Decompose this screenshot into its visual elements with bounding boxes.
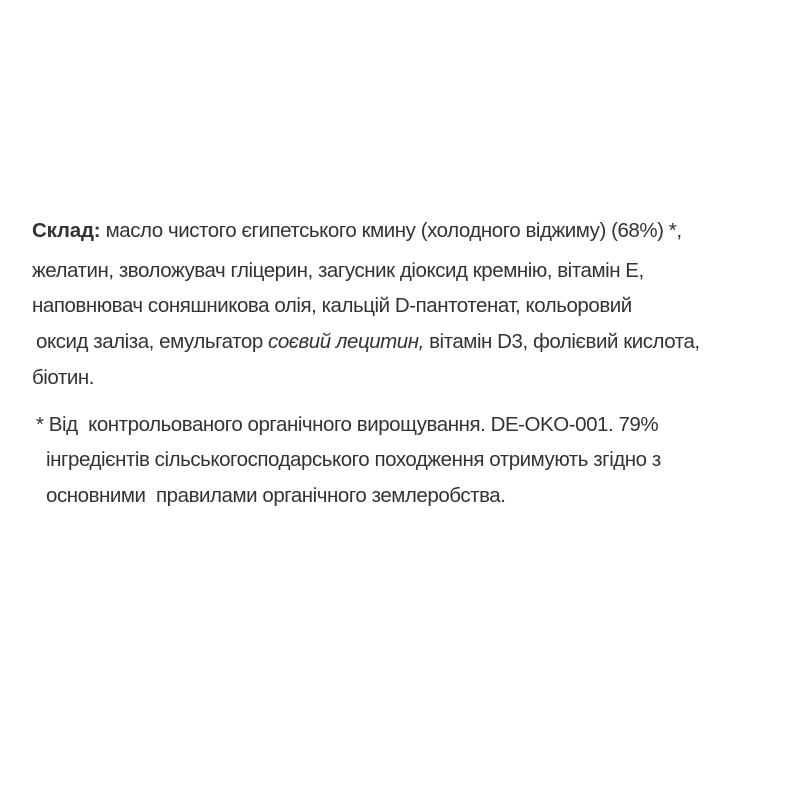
composition-line-5 xyxy=(32,366,94,390)
composition-text-2: желатин, зволожувач гліцерин, загусник діоксид кремнію, вітамін Е, xyxy=(32,259,644,282)
footnote-text-2: інгредієнтів сільськогосподарського походження отримують згідно з xyxy=(46,448,661,471)
composition-line-3 xyxy=(32,294,632,318)
composition-line-2 xyxy=(32,259,644,283)
composition-text-5: біотин. xyxy=(32,366,94,389)
footnote-line-1 xyxy=(36,413,658,437)
footnote-text-3: основними правилами органічного землеробства. xyxy=(46,484,506,507)
composition-text-3: наповнювач соняшникова олія, кальцій D-пантотенат, кольоровий xyxy=(32,294,632,317)
footnote-text-1: * Від контрольованого органічного вирощування. DE-OKO-001. 79% xyxy=(36,413,659,436)
composition-line-4 xyxy=(36,330,700,354)
composition-text-4-italic: соєвий лецитин, xyxy=(268,330,424,353)
composition-line-1 xyxy=(32,219,682,243)
footnote-line-3 xyxy=(46,484,506,508)
composition-text-4b: вітамін D3, фолієвий кислота, xyxy=(423,330,700,353)
composition-text-4a: оксид заліза, емульгатор xyxy=(36,330,269,353)
composition-label: Склад: xyxy=(32,219,101,242)
composition-text-1: масло чистого єгипетського кмину (холодного віджиму) (68%) *, xyxy=(105,219,682,242)
footnote-line-2 xyxy=(46,448,661,472)
